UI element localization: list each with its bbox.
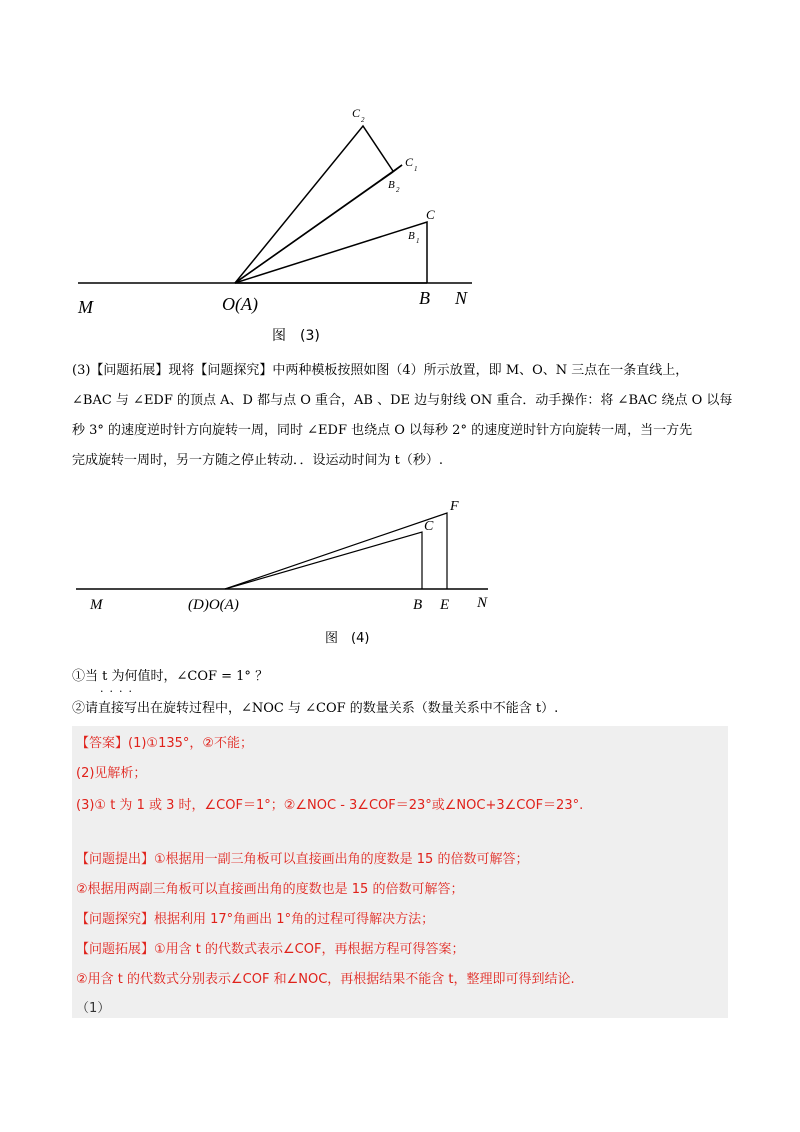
- answer-line-9: （1）: [76, 1001, 111, 1016]
- figure-4: [0, 490, 800, 620]
- answer-line-7: 【问题拓展】①用含 t 的代数式表示∠COF，再根据方程可得答案；: [76, 942, 465, 957]
- answer-line-2: (2)见解析；: [76, 766, 147, 781]
- triangle-abc: [235, 222, 427, 283]
- label-n-4: N: [477, 595, 488, 611]
- label-c-4: C: [424, 519, 434, 534]
- label-c2: C: [352, 106, 361, 120]
- label-b-4: B: [413, 597, 423, 613]
- label-c1: C: [405, 155, 414, 169]
- figure-3-diagram: [0, 0, 800, 317]
- problem-line-1: (3)【问题拓展】现将【问题探究】中两种模板按照如图（4）所示放置，即 M、O、N 三点在一条直线上，: [72, 363, 689, 378]
- label-e-4: E: [440, 597, 450, 613]
- problem-line-4: 完成旋转一周时，另一方随之停止转动．．设运动时间为 t（秒）.: [72, 453, 443, 468]
- answer-line-4: 【问题提出】①根据用一副三角板可以直接画出角的度数是 15 的倍数可解答；: [76, 852, 529, 867]
- label-b1: B: [408, 230, 415, 242]
- problem-line-3: 秒 3° 的速度逆时针方向旋转一周，同时 ∠EDF 也绕点 O 以每秒 2° 的速度逆时针方向旋转一周，当一方先: [72, 423, 693, 438]
- label-b: B: [419, 288, 430, 308]
- triangle-ab2c2: [235, 126, 393, 283]
- label-c: C: [426, 207, 435, 222]
- label-b2-sub: 2: [396, 186, 400, 194]
- answer-line-6: 【问题探究】根据利用 17°角画出 1°角的过程可得解决方法；: [76, 912, 435, 927]
- question-1: ①当 t 为何值时，∠COF = 1° ？: [72, 669, 269, 684]
- label-m: M: [78, 297, 93, 317]
- label-b2: B: [388, 179, 395, 191]
- triangle-def-4: [225, 513, 447, 589]
- label-f-4: F: [450, 499, 459, 514]
- label-oa: O(A): [222, 294, 258, 314]
- label-b1-sub: 1: [416, 237, 420, 245]
- label-c1-sub: 1: [414, 165, 418, 173]
- triangle-abc-4: [225, 532, 422, 589]
- answer-line-1: 【答案】(1)①135°，②不能；: [76, 736, 254, 751]
- figure-3-caption: 图 (3): [272, 328, 320, 344]
- problem-text: [72, 356, 732, 476]
- problem-line-2: ∠BAC 与 ∠EDF 的顶点 A、D 都与点 O 重合，AB 、DE 边与射线 ON 重合．动手操作：将 ∠BAC 绕点 O 以每: [72, 393, 733, 408]
- label-c2-sub: 2: [361, 116, 365, 124]
- figure-4-caption: 图 (4): [325, 631, 370, 646]
- answer-box: [72, 726, 728, 1018]
- questions: [72, 661, 732, 725]
- answer-line-5: ②根据用两副三角板可以直接画出角的度数也是 15 的倍数可解答；: [76, 882, 464, 897]
- label-m-4: M: [90, 597, 103, 613]
- answer-line-8: ②用含 t 的代数式分别表示∠COF 和∠NOC，再根据结果不能含 t，整理即可得到结论.: [76, 972, 575, 987]
- figure-4-diagram: [0, 490, 800, 620]
- answer-line-3: (3)① t 为 1 或 3 时，∠COF＝1°；②∠NOC - 3∠COF＝23°或∠NOC+3∠COF＝23°.: [76, 798, 584, 813]
- label-doa-4: (D)O(A): [188, 597, 239, 613]
- label-n: N: [455, 288, 468, 308]
- emphasis-dots: ····: [100, 685, 138, 698]
- figure-3: [0, 0, 800, 317]
- question-2: ②请直接写出在旋转过程中，∠NOC 与 ∠COF 的数量关系（数量关系中不能含 t）.: [72, 701, 559, 716]
